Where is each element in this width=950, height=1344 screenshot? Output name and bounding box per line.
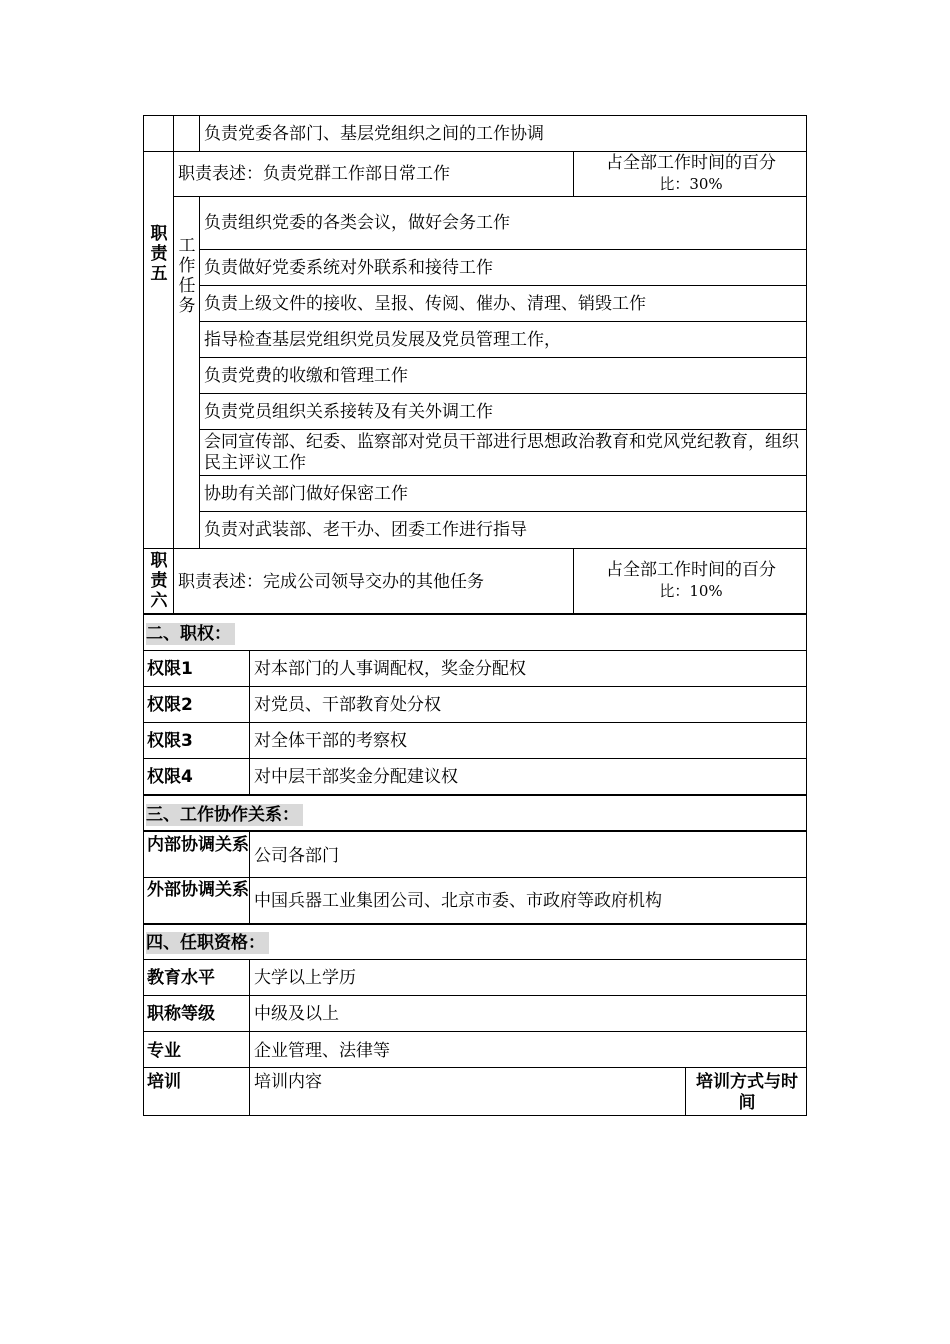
table-border — [199, 249, 807, 250]
table-border — [143, 1115, 807, 1116]
qualification-label: 专业 — [147, 1041, 181, 1061]
table-border — [199, 115, 200, 151]
authority-label: 权限4 — [147, 767, 193, 787]
table-border — [199, 475, 807, 476]
duty5-continued-task: 负责党委各部门、基层党组织之间的工作协调 — [204, 124, 544, 144]
duty5-task: 负责做好党委系统对外联系和接待工作 — [204, 258, 493, 278]
duty6-description: 职责表述：完成公司领导交办的其他任务 — [178, 572, 484, 592]
table-border — [806, 115, 807, 1116]
authority-value: 对中层干部奖金分配建议权 — [254, 767, 458, 787]
duty6-percent-label: 占全部工作时间的百分 — [606, 560, 776, 580]
duty5-percent — [576, 153, 806, 195]
authority-value: 对本部门的人事调配权，奖金分配权 — [254, 659, 526, 679]
duty5-task: 负责党员组织关系接转及有关外调工作 — [204, 402, 493, 422]
qualification-label: 教育水平 — [147, 968, 215, 988]
duty5-percent-label: 占全部工作时间的百分 — [606, 153, 776, 173]
table-border — [143, 1031, 807, 1032]
table-border — [143, 613, 807, 615]
qualifications-heading: 四、任职资格： — [146, 932, 269, 954]
duty5-percent-value: 比：30% — [659, 175, 723, 193]
duty5-task: 负责对武装部、老干办、团委工作进行指导 — [204, 520, 527, 540]
training-content-label: 培训内容 — [254, 1072, 322, 1092]
table-border — [173, 115, 174, 613]
qualification-value: 大学以上学历 — [254, 968, 356, 988]
table-border — [143, 758, 807, 759]
authority-label: 权限3 — [147, 731, 193, 751]
table-border — [143, 686, 807, 687]
table-border — [199, 393, 807, 394]
table-border — [199, 321, 807, 322]
table-border — [573, 151, 574, 196]
relations-label: 外部协调关系 — [147, 880, 249, 900]
table-border — [143, 877, 807, 878]
table-border — [249, 959, 250, 1116]
relations-value: 中国兵器工业集团公司、北京市委、市政府等政府机构 — [254, 891, 662, 911]
duty5-task: 指导检查基层党组织党员发展及党员管理工作， — [204, 330, 561, 350]
duty5-task: 协助有关部门做好保密工作 — [204, 484, 408, 504]
duty6-label: 职责六 — [150, 551, 168, 611]
authority-label: 权限2 — [147, 695, 193, 715]
table-border — [143, 548, 807, 549]
table-border — [143, 1067, 807, 1068]
table-border — [143, 830, 807, 832]
table-border — [199, 285, 807, 286]
table-border — [199, 357, 807, 358]
table-border — [143, 115, 807, 116]
qualification-value: 中级及以上 — [254, 1004, 339, 1024]
table-border — [199, 429, 807, 430]
table-border — [143, 923, 807, 925]
authority-heading: 二、职权： — [146, 623, 235, 645]
relations-label: 内部协调关系 — [147, 835, 249, 855]
training-method-label: 培训方式与时间 — [696, 1072, 798, 1113]
duty5-task: 负责上级文件的接收、呈报、传阅、催办、清理、销毁工作 — [204, 294, 646, 314]
authority-label: 权限1 — [147, 659, 193, 679]
authority-value: 对全体干部的考察权 — [254, 731, 407, 751]
duty5-label: 职责五 — [150, 224, 168, 284]
table-border — [143, 650, 807, 651]
table-border — [173, 196, 807, 197]
duty5-description: 职责表述：负责党群工作部日常工作 — [178, 164, 450, 184]
qualification-label: 职称等级 — [147, 1004, 215, 1024]
duty5-task: 负责党费的收缴和管理工作 — [204, 366, 408, 386]
table-border — [143, 794, 807, 796]
duty6-percent-value: 比：10% — [659, 582, 723, 600]
table-border — [143, 151, 807, 152]
duty6-percent — [576, 560, 806, 602]
relations-heading: 三、工作协作关系： — [146, 804, 303, 826]
duty5-tasks-label: 工作任务 — [178, 236, 196, 316]
table-border — [573, 548, 574, 613]
table-border — [143, 115, 144, 1116]
table-border — [199, 511, 807, 512]
table-border — [143, 722, 807, 723]
duty5-task: 会同宣传部、纪委、监察部对党员干部进行思想政治教育和党风党纪教育，组织民主评议工作 — [204, 432, 799, 473]
table-border — [143, 995, 807, 996]
training-label: 培训 — [147, 1072, 181, 1092]
table-border — [143, 959, 807, 960]
authority-value: 对党员、干部教育处分权 — [254, 695, 441, 715]
duty5-task: 负责组织党委的各类会议，做好会务工作 — [204, 213, 510, 233]
qualification-value: 企业管理、法律等 — [254, 1041, 390, 1061]
table-border — [685, 1067, 686, 1116]
relations-value: 公司各部门 — [254, 846, 339, 866]
